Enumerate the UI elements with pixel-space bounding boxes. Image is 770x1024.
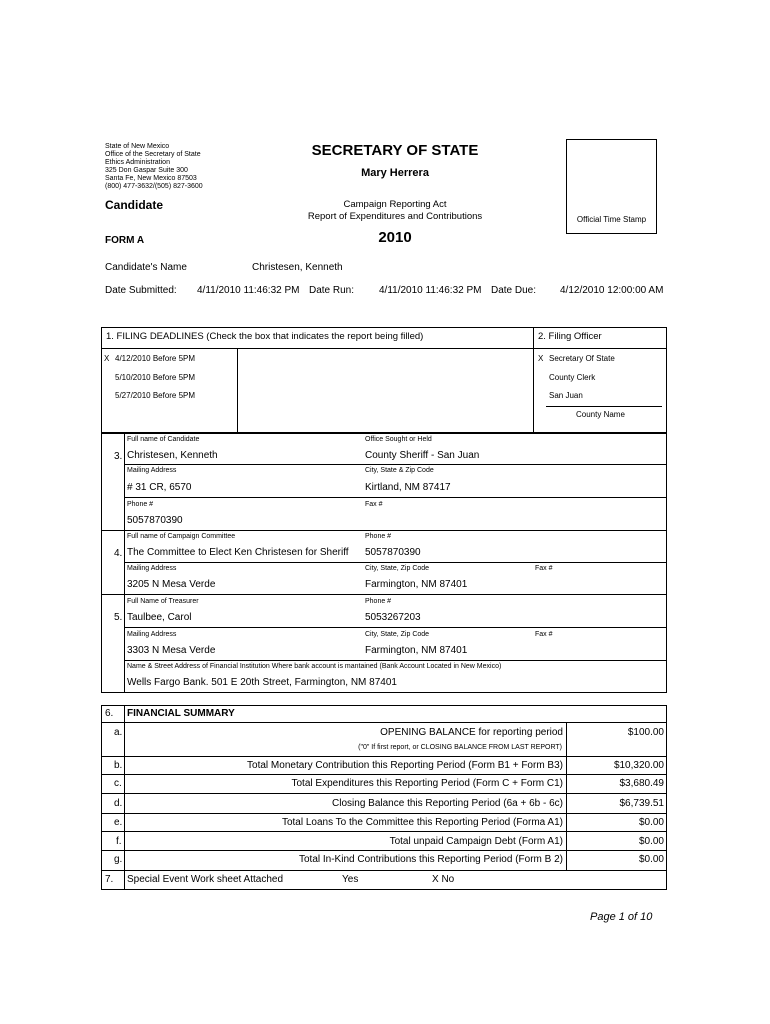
- committee-name: The Committee to Elect Ken Christesen for Sheriff: [127, 547, 349, 558]
- date-run-value: 4/11/2010 11:46:32 PM: [379, 285, 482, 296]
- address-line: 325 Don Gaspar Suite 300: [105, 167, 188, 174]
- deadline-1-mark[interactable]: X: [104, 354, 110, 363]
- special-event-yes[interactable]: Yes: [342, 874, 359, 885]
- summary-amount-d: $6,739.51: [619, 798, 664, 809]
- summary-title: FINANCIAL SUMMARY: [127, 708, 235, 719]
- office-title: SECRETARY OF STATE: [311, 142, 479, 159]
- deadline-2-text: 5/10/2010 Before 5PM: [115, 373, 196, 382]
- time-stamp-label: Official Time Stamp: [576, 215, 647, 224]
- candidate-phone: 5057870390: [127, 515, 183, 526]
- act-title: Campaign Reporting Act: [343, 199, 447, 210]
- agency-address: [105, 143, 203, 191]
- divider: [566, 722, 567, 871]
- summary-amount-a: $100.00: [627, 727, 664, 738]
- secretary-name: Mary Herrera: [361, 167, 429, 179]
- form-label: FORM A: [105, 235, 145, 246]
- divider: [237, 348, 238, 433]
- deadlines-header: 1. FILING DEADLINES (Check the box that indicates the report being filled): [106, 331, 424, 342]
- divider: [101, 870, 667, 871]
- committee-mailing: 3205 N Mesa Verde: [127, 579, 216, 590]
- date-submitted-value: 4/11/2010 11:46:32 PM: [197, 285, 300, 296]
- divider: [101, 793, 667, 794]
- divider: [124, 497, 667, 498]
- bank-value: Wells Fargo Bank. 501 E 20th Street, Farmington, NM 87401: [127, 677, 397, 688]
- officer-header: 2. Filing Officer: [538, 331, 602, 342]
- report-title: Report of Expenditures and Contributions: [307, 211, 483, 222]
- county-underline: [546, 406, 662, 407]
- office-sought-label: Office Sought or Held: [365, 436, 432, 443]
- officer-1-mark[interactable]: X: [538, 354, 544, 363]
- date-due-value: 4/12/2010 12:00:00 AM: [560, 285, 664, 296]
- summary-letter-g: g.: [114, 854, 123, 865]
- summary-desc-b: Total Monetary Contribution this Reporting Period (Form B1 + Form B3): [247, 760, 563, 771]
- officer-2-text: County Clerk: [549, 373, 596, 382]
- summary-amount-c: $3,680.49: [619, 778, 664, 789]
- summary-letter-a: a.: [114, 727, 123, 738]
- committee-city-label: City, State, Zip Code: [365, 565, 430, 572]
- office-sought: County Sheriff - San Juan: [365, 450, 480, 461]
- candidate-city: Kirtland, NM 87417: [365, 482, 451, 493]
- treasurer-phone-label: Phone #: [365, 598, 392, 605]
- address-line: Office of the Secretary of State: [105, 151, 201, 158]
- divider: [101, 530, 667, 531]
- candidate-fullname-label: Full name of Candidate: [127, 436, 200, 443]
- committee-phone-label: Phone #: [365, 533, 392, 540]
- summary-number: 6.: [105, 708, 114, 719]
- address-line: (800) 477-3632/(505) 827-3600: [105, 183, 203, 190]
- officer-1-text: Secretary Of State: [549, 354, 615, 363]
- divider: [124, 627, 667, 628]
- section-3-number: 3.: [114, 451, 123, 462]
- treasurer-mailing-label: Mailing Address: [127, 631, 177, 638]
- summary-amount-g: $0.00: [638, 854, 664, 865]
- divider: [124, 433, 125, 693]
- committee-mailing-label: Mailing Address: [127, 565, 177, 572]
- summary-letter-b: b.: [114, 760, 123, 771]
- treasurer-phone: 5053267203: [365, 612, 421, 623]
- report-year: 2010: [378, 229, 412, 246]
- treasurer-city-label: City, State, Zip Code: [365, 631, 430, 638]
- treasurer-mailing: 3303 N Mesa Verde: [127, 645, 216, 656]
- summary-desc-a: OPENING BALANCE for reporting period: [380, 727, 563, 738]
- committee-fax-label: Fax #: [535, 565, 553, 572]
- divider: [101, 774, 667, 775]
- committee-label: Full name of Campaign Committee: [127, 533, 236, 540]
- summary-letter-e: e.: [114, 817, 123, 828]
- address-line: Santa Fe, New Mexico 87503: [105, 175, 197, 182]
- deadline-3-text: 5/27/2010 Before 5PM: [115, 391, 196, 400]
- candidate-name-label: Candidate's Name: [105, 262, 187, 273]
- committee-city: Farmington, NM 87401: [365, 579, 468, 590]
- candidate-name-value: Christesen, Kenneth: [252, 262, 343, 273]
- summary-desc-c: Total Expenditures this Reporting Period (Form C + Form C1): [291, 778, 563, 789]
- candidate-mailing: # 31 CR, 6570: [127, 482, 192, 493]
- summary-letter-d: d.: [114, 798, 123, 809]
- candidate-fax-label: Fax #: [365, 501, 383, 508]
- candidate-phone-label: Phone #: [127, 501, 154, 508]
- summary-amount-e: $0.00: [638, 817, 664, 828]
- page-number: Page 1 of 10: [590, 911, 653, 923]
- section-5-number: 5.: [114, 612, 123, 623]
- summary-amount-f: $0.00: [638, 836, 664, 847]
- candidate-mailing-label: Mailing Address: [127, 467, 177, 474]
- summary-desc-e: Total Loans To the Committee this Reporting Period (Forma A1): [281, 817, 563, 828]
- date-run-label: Date Run:: [309, 285, 355, 296]
- summary-letter-c: c.: [114, 778, 122, 789]
- divider: [101, 756, 667, 757]
- summary-desc-g: Total In-Kind Contributions this Reporting Period (Form B 2): [298, 854, 563, 865]
- divider: [101, 850, 667, 851]
- divider: [101, 722, 667, 723]
- treasurer-city: Farmington, NM 87401: [365, 645, 468, 656]
- divider: [124, 562, 667, 563]
- divider: [101, 348, 667, 349]
- item-7-number: 7.: [105, 874, 114, 885]
- officer-3-text: San Juan: [549, 391, 583, 400]
- summary-letter-f: f.: [116, 836, 122, 847]
- candidate-fullname: Christesen, Kenneth: [127, 450, 218, 461]
- committee-phone: 5057870390: [365, 547, 421, 558]
- opening-note: ("0" If first report, or CLOSING BALANCE FROM LAST REPORT): [358, 744, 562, 751]
- treasurer-name: Taulbee, Carol: [127, 612, 192, 623]
- summary-amount-b: $10,320.00: [613, 760, 664, 771]
- date-submitted-label: Date Submitted:: [105, 285, 177, 296]
- date-due-label: Date Due:: [491, 285, 537, 296]
- treasurer-fax-label: Fax #: [535, 631, 553, 638]
- special-event-no[interactable]: X No: [432, 874, 455, 885]
- candidate-city-label: City, State & Zip Code: [365, 467, 434, 474]
- section-4-number: 4.: [114, 548, 123, 559]
- county-name-label: County Name: [576, 410, 625, 419]
- treasurer-label: Full Name of Treasurer: [127, 598, 199, 605]
- special-event-label: Special Event Work sheet Attached: [127, 874, 284, 885]
- summary-desc-d: Closing Balance this Reporting Period (6a + 6b - 6c): [332, 798, 563, 809]
- divider: [101, 813, 667, 814]
- divider: [124, 660, 667, 661]
- time-stamp-box: [566, 139, 657, 234]
- address-line: Ethics Administration: [105, 159, 170, 166]
- divider: [533, 327, 534, 433]
- divider: [101, 594, 667, 595]
- divider: [101, 831, 667, 832]
- candidate-heading: Candidate: [105, 198, 164, 212]
- deadline-1-text: 4/12/2010 Before 5PM: [115, 354, 196, 363]
- divider: [124, 464, 667, 465]
- bank-label: Name & Street Address of Financial Institution Where bank account is mantained (Bank Account Located in New Mexico): [127, 663, 502, 670]
- summary-desc-f: Total unpaid Campaign Debt (Form A1): [389, 836, 563, 847]
- address-line: State of New Mexico: [105, 143, 170, 150]
